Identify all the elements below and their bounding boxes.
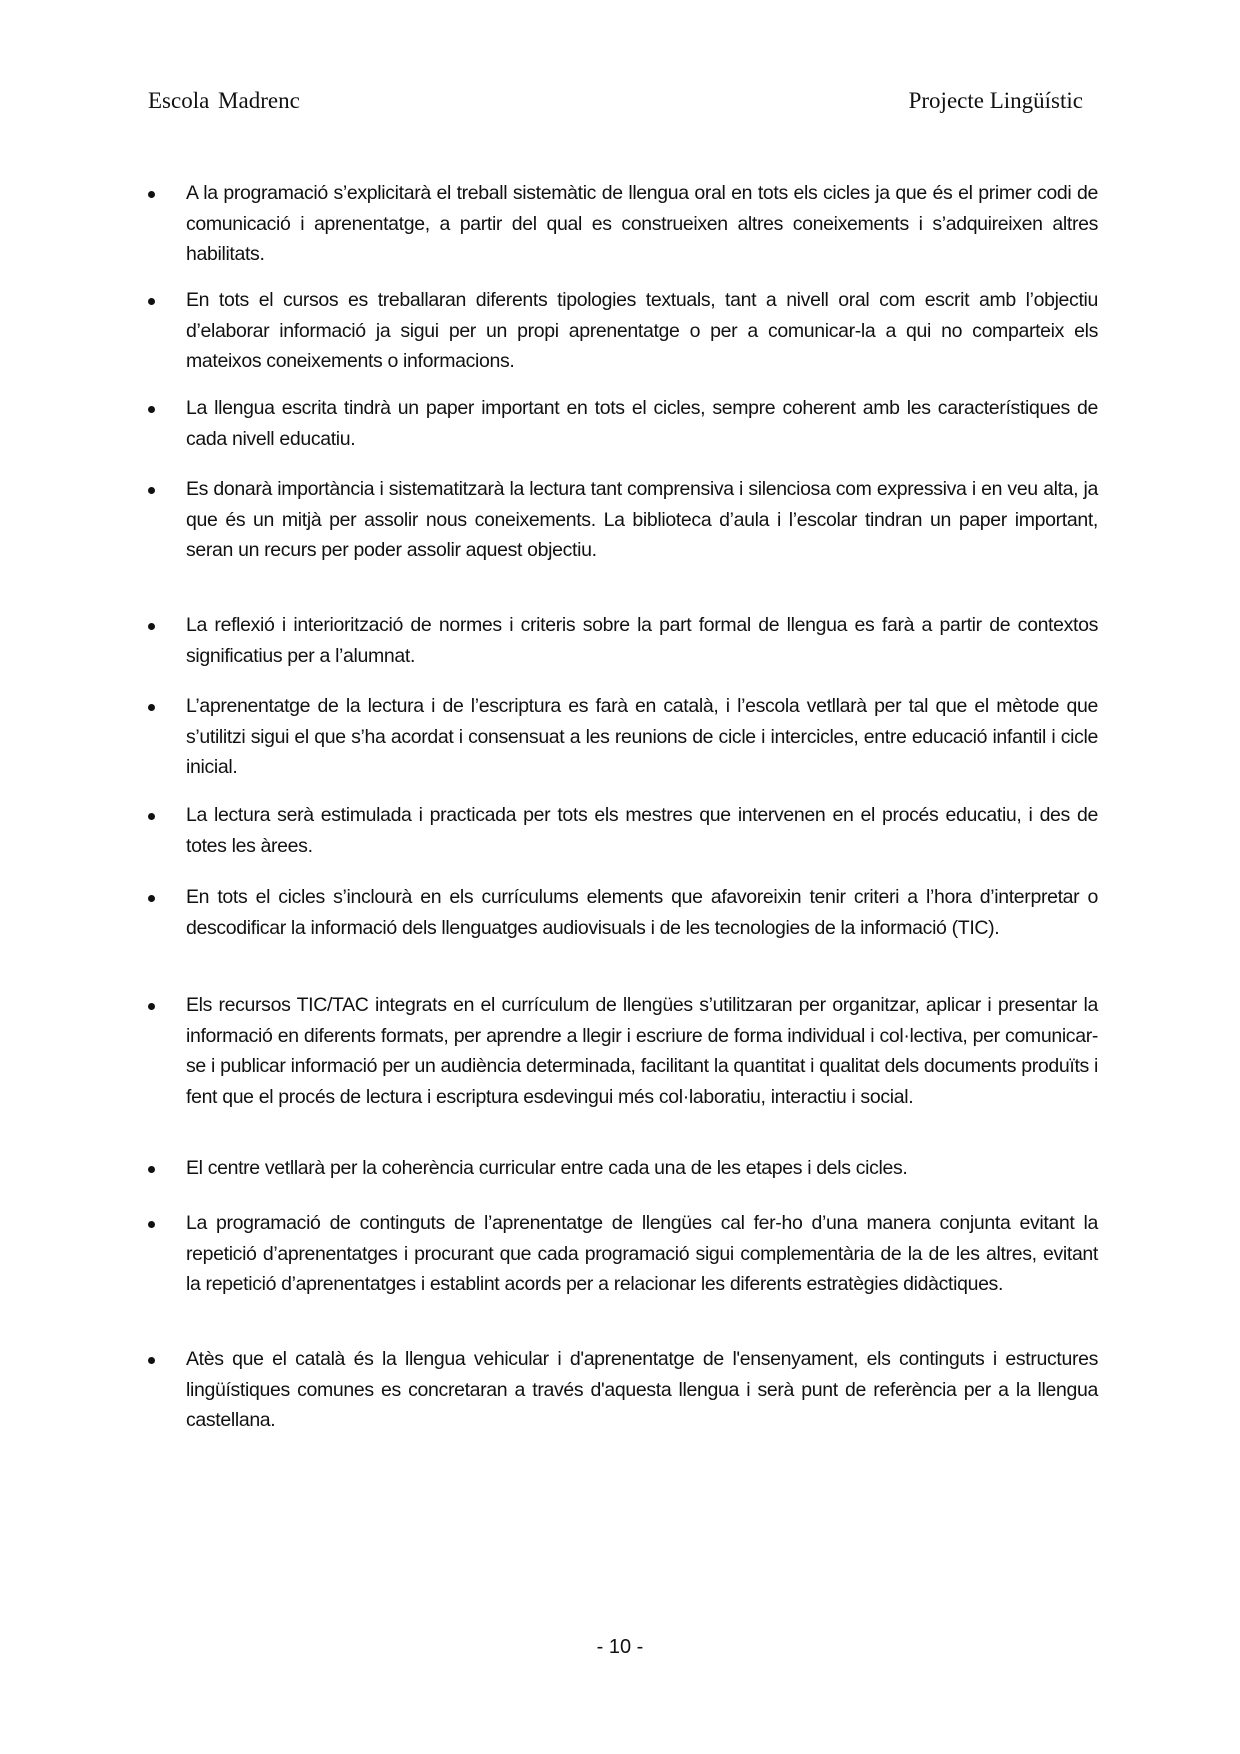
school-name: Escola Madrenc [148,88,300,113]
bullet-icon [148,813,155,820]
list-item-text: La reflexió i interiorització de normes i criteris sobre la part formal de llengua es farà a partir de contextos significatius per a l’alumnat. [186,614,1098,667]
bullet-icon [148,1357,155,1364]
list-item-text: A la programació s’explicitarà el treball sistemàtic de llengua oral en tots els cicles ja que és el primer codi de comunicació i aprenentatge, a partir del qual es construeixen altres coneixements i s’adquireixen altres habilitats. [186,182,1098,265]
bullet-icon [148,298,155,305]
list-item-text: La programació de continguts de l’aprenentatge de llengües cal fer-ho d’una manera conjunta evitant la repetició d’aprenentatges i procurant que cada programació sigui complementària de la de les altres, evitant la repetició d’aprenentatges i establint acords per a relacionar les diferents estratègies didàctiques. [186,1212,1098,1295]
page-header [148,88,1083,118]
list-item-text: En tots el cursos es treballaran diferents tipologies textuals, tant a nivell oral com escrit amb l’objectiu d’elaborar informació ja sigui per un propi aprenentatge o per a comunicar-la a qui no comparteix els mateixos coneixements o informacions. [186,289,1098,372]
list-item-text: La llengua escrita tindrà un paper important en tots el cicles, sempre coherent amb les característiques de cada nivell educatiu. [186,397,1098,450]
list-item-text: Els recursos TIC/TAC integrats en el currículum de llengües s’utilitzaran per organitzar, aplicar i presentar la informació en diferents formats, per aprendre a llegir i escriure de forma individual i col·lectiva, per comunicar-se i publicar informació per un audiència determinada, facilitant la quantitat i qualitat dels documents produïts i fent que el procés de lectura i escriptura esdevingui més col·laboratiu, interactiu i social. [186,994,1098,1108]
list-item-text: En tots el cicles s’inclourà en els currículums elements que afavoreixin tenir criteri a l’hora d’interpretar o descodificar la informació dels llenguatges audiovisuals i de les tecnologies de la informació (TIC). [186,886,1098,939]
list-item-text: L’aprenentatge de la lectura i de l’escriptura es farà en català, i l’escola vetllarà per tal que el mètode que s’utilitzi sigui el que s’ha acordat i consensuat a les reunions de cicle i intercicles, entre educació infantil i cicle inicial. [186,695,1098,778]
bullet-icon [148,1221,155,1228]
bullet-icon [148,1166,155,1173]
list-item-text: Es donarà importància i sistematitzarà la lectura tant comprensiva i silenciosa com expressiva i en veu alta, ja que és un mitjà per assolir nous coneixements. La biblioteca d’aula i l’escolar tindran un paper important, seran un recurs per poder assolir aquest objectiu. [186,478,1098,561]
bullet-icon [148,623,155,630]
bullet-icon [148,1003,155,1010]
bullet-icon [148,191,155,198]
bullet-icon [148,895,155,902]
list-item-text: El centre vetllarà per la coherència curricular entre cada una de les etapes i dels cicles. [186,1157,908,1179]
list-item-text: Atès que el català és la llengua vehicular i d'aprenentatge de l'ensenyament, els continguts i estructures lingüístiques comunes es concretaran a través d'aquesta llengua i serà punt de referència per a la llengua castellana. [186,1348,1098,1431]
document-title: Projecte Lingüístic [908,88,1083,113]
bullet-icon [148,704,155,711]
page-number: - 10 - [596,1636,644,1658]
list-item-text: La lectura serà estimulada i practicada per tots els mestres que intervenen en el procés educatiu, i des de totes les àrees. [186,804,1098,857]
bullet-icon [148,406,155,413]
bullet-icon [148,487,155,494]
